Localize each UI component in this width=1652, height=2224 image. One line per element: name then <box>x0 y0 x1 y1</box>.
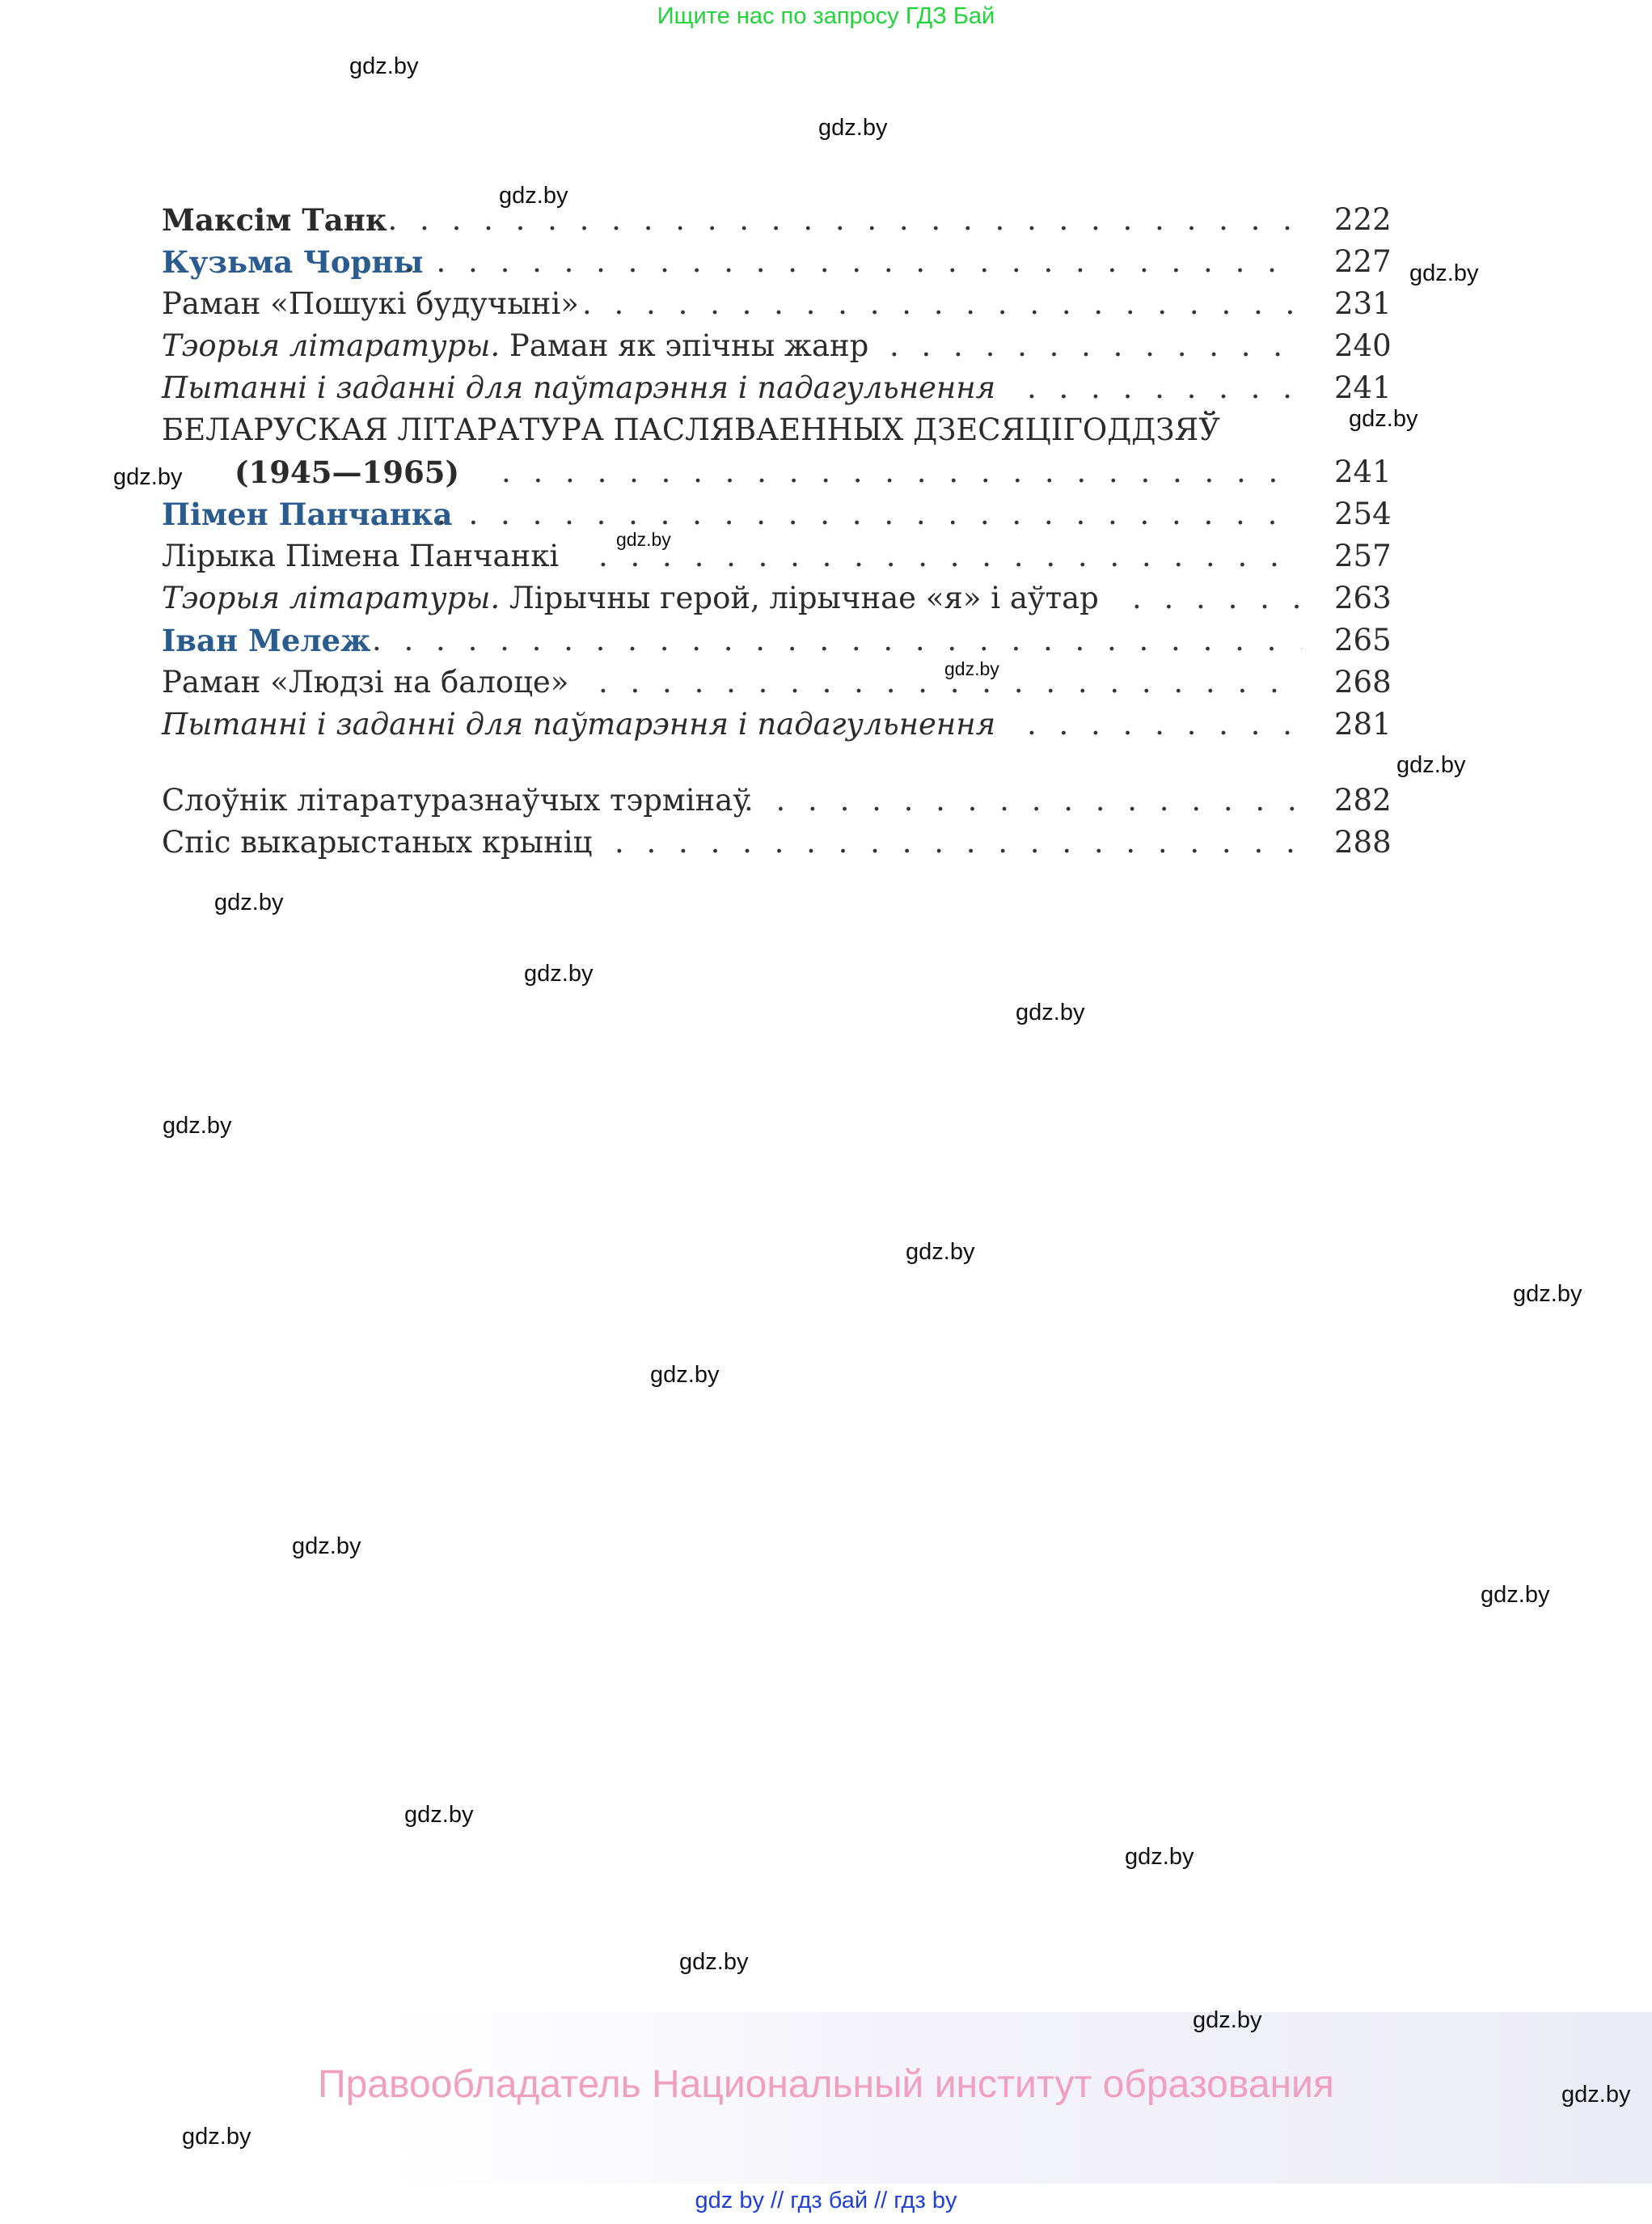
toc-leader-dots <box>582 283 1302 325</box>
toc-row[interactable] <box>162 325 1423 367</box>
toc-page-number: 263 <box>1334 577 1423 619</box>
toc-row[interactable] <box>162 619 1423 662</box>
toc-row[interactable] <box>162 283 1423 325</box>
toc-page-number: 265 <box>1334 619 1423 662</box>
toc-entry-label: Іван Мележ <box>162 619 382 662</box>
toc-row[interactable] <box>162 199 1423 241</box>
theory-topic: Лірычны герой, лірычнае «я» і аўтар <box>500 581 1099 615</box>
toc-entry-label: Слоўнік літаратуразнаўчых тэрмінаў <box>162 780 762 822</box>
watermark: gdz.by <box>818 115 888 141</box>
toc-leader-dots <box>889 325 1302 367</box>
toc-entry-label: Раман «Людзі на балоце» <box>162 662 580 704</box>
toc-page-number: 241 <box>1334 367 1423 409</box>
toc-row[interactable] <box>162 451 1423 493</box>
toc-page-number: 227 <box>1334 241 1423 283</box>
toc-leader-dots <box>1027 367 1302 409</box>
section-heading: БЕЛАРУСКАЯ ЛІТАРАТУРА ПАСЛЯВАЕННЫХ ДЗЕСЯЦІГОДДЗЯЎ <box>162 412 1221 447</box>
toc-entry-label: Пімен Панчанка <box>162 493 463 535</box>
watermark: gdz.by <box>499 183 568 209</box>
watermark: gdz.by <box>182 2124 251 2150</box>
watermark: gdz.by <box>616 529 671 550</box>
watermark: gdz.by <box>1349 406 1418 432</box>
watermark: gdz.by <box>404 1802 474 1828</box>
watermark: gdz.by <box>1409 260 1479 286</box>
bottom-links[interactable]: gdz by // гдз бай // гдз by <box>695 2188 957 2213</box>
toc-row[interactable] <box>162 822 1423 864</box>
toc-entry-label <box>162 577 1110 619</box>
toc-leader-dots <box>598 535 1302 577</box>
toc-leader-dots <box>437 493 1302 535</box>
theory-prefix: Тэорыя літаратуры. <box>162 581 501 615</box>
toc-entry-label: Максім Танк <box>162 199 399 241</box>
toc-entry-label <box>162 325 880 367</box>
watermark: gdz.by <box>163 1113 232 1139</box>
toc-page-number: 282 <box>1334 780 1423 822</box>
watermark: gdz.by <box>679 1949 749 1975</box>
toc-page-number: 241 <box>1334 451 1423 493</box>
watermark: gdz.by <box>944 658 999 679</box>
toc-page-number: 268 <box>1334 662 1423 704</box>
watermark: gdz.by <box>1396 752 1466 778</box>
watermark: gdz.by <box>214 890 284 915</box>
theory-prefix: Тэорыя літаратуры. <box>162 328 501 363</box>
watermark: gdz.by <box>292 1533 361 1559</box>
toc-row[interactable] <box>162 241 1423 283</box>
toc-leader-dots <box>1132 577 1302 619</box>
toc-page-number: 281 <box>1334 704 1423 746</box>
toc-leader-dots <box>1027 704 1302 746</box>
toc-leader-dots <box>356 199 1302 241</box>
toc-row[interactable] <box>162 662 1423 704</box>
toc-leader-dots <box>744 780 1302 822</box>
watermark: gdz.by <box>1513 1281 1582 1307</box>
watermark: gdz.by <box>1561 2082 1631 2108</box>
toc-page-number: 257 <box>1334 535 1423 577</box>
toc-row[interactable] <box>162 704 1423 746</box>
toc-page-number: 222 <box>1334 199 1423 241</box>
toc-row[interactable] <box>162 493 1423 535</box>
toc-row[interactable] <box>162 780 1423 822</box>
watermark: gdz.by <box>1016 1000 1085 1025</box>
toc-entry-label: (1945—1965) <box>234 451 471 493</box>
toc-entry-label: Пытанні і заданні для паўтарэння і падагульнення <box>162 704 1007 746</box>
toc-leader-dots <box>372 619 1302 662</box>
toc-page-number: 231 <box>1334 283 1423 325</box>
watermark: gdz.by <box>349 53 419 79</box>
toc-entry-label: Лірыка Пімена Панчанкі <box>162 535 570 577</box>
toc-entry-label: Раман «Пошукі будучыні» <box>162 283 590 325</box>
toc-entry-label: Кузьма Чорны <box>162 241 435 283</box>
watermark: gdz.by <box>1193 2007 1262 2033</box>
toc-leader-dots <box>501 451 1302 493</box>
watermark: gdz.by <box>906 1239 975 1265</box>
copyright-footer: Правообладатель Национальный институт образования <box>318 2063 1334 2106</box>
toc-entry-label: Спіс выкарыстаных крыніц <box>162 822 603 864</box>
toc-page-number: 254 <box>1334 493 1423 535</box>
watermark: gdz.by <box>113 464 183 490</box>
watermark: gdz.by <box>1125 1844 1194 1870</box>
watermark: gdz.by <box>1481 1582 1550 1608</box>
theory-topic: Раман як эпічны жанр <box>500 328 869 363</box>
toc-page-number: 288 <box>1334 822 1423 864</box>
watermark: gdz.by <box>650 1362 720 1388</box>
top-banner: Ищите нас по запросу ГДЗ Бай <box>657 3 995 29</box>
toc-page-number: 240 <box>1334 325 1423 367</box>
toc-leader-dots <box>615 822 1302 864</box>
toc-entry-label: Пытанні і заданні для паўтарэння і падагульнення <box>162 367 1007 409</box>
watermark: gdz.by <box>524 961 594 987</box>
toc-leader-dots <box>404 241 1302 283</box>
toc-row[interactable] <box>162 535 1423 577</box>
toc-row[interactable] <box>162 577 1423 619</box>
toc-row[interactable] <box>162 367 1423 409</box>
